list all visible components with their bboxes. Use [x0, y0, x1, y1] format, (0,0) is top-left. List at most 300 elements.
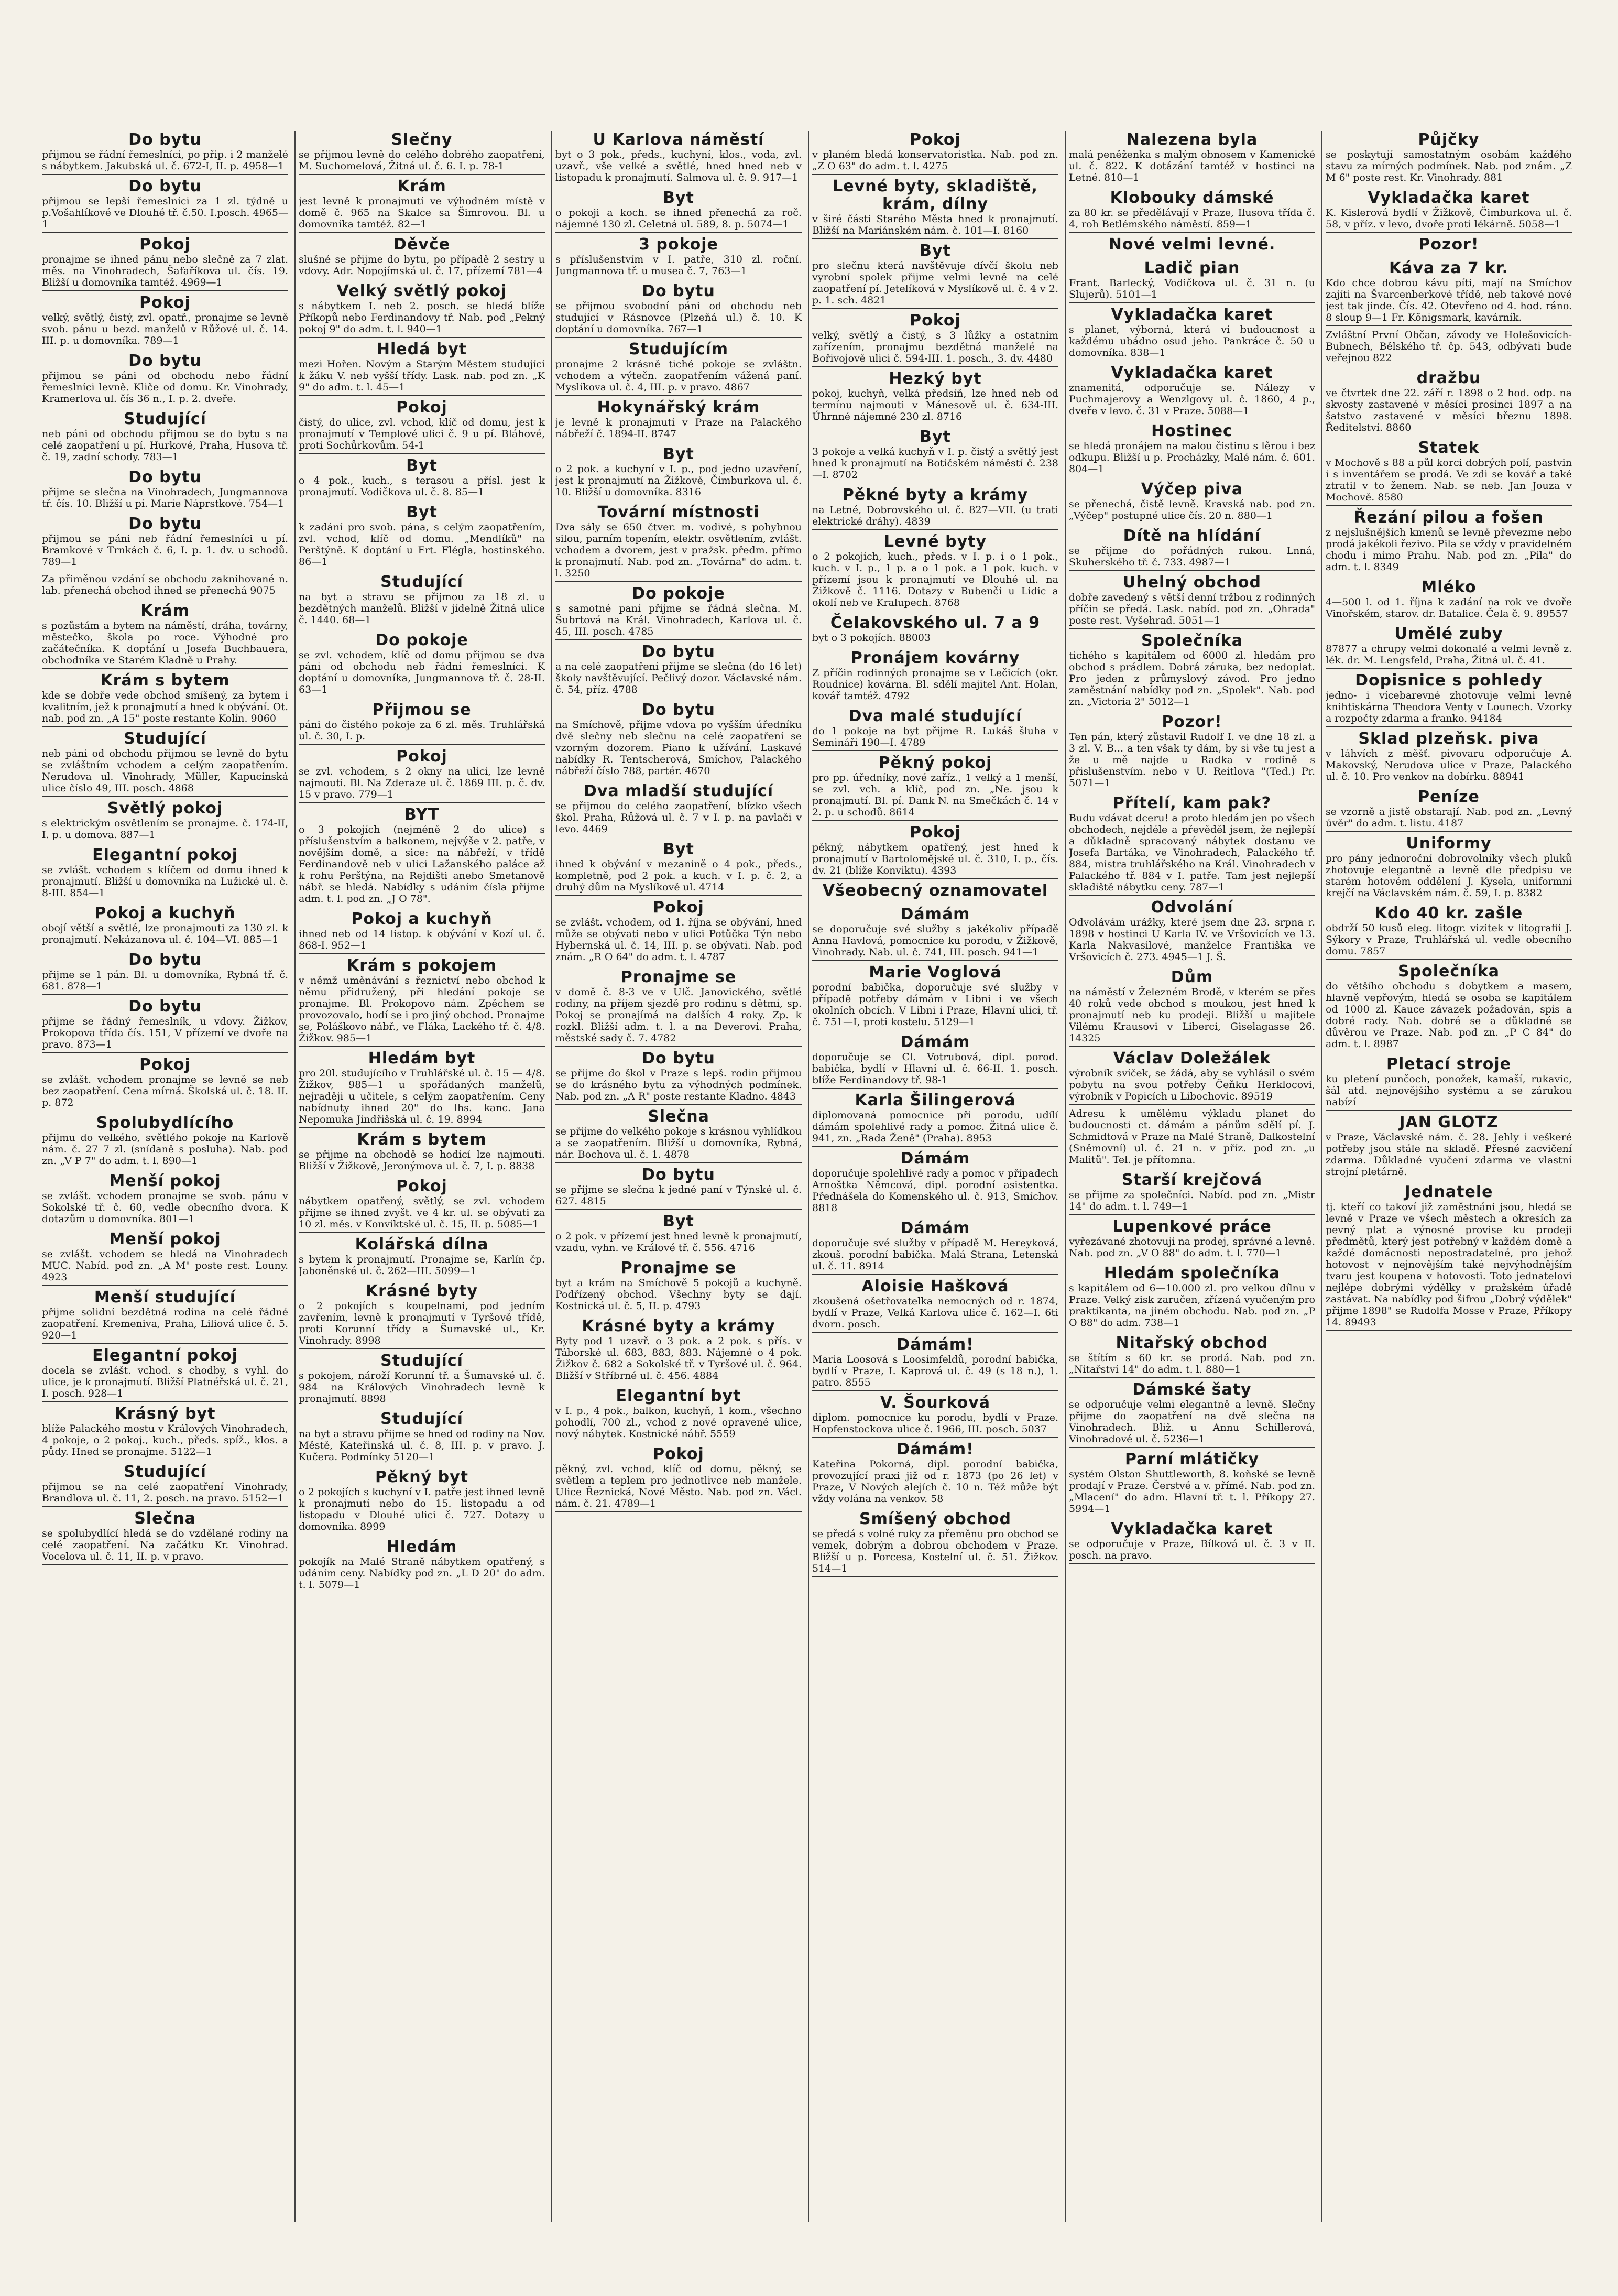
ad-heading: Pokoj — [396, 398, 447, 417]
ad-text: přijme se slečna na Vinohradech, Jungmannova tř. čís. 10. Bližší u pí. Marie Náprstkové. 754—1 — [42, 486, 288, 509]
classified-ad — [299, 1538, 545, 1593]
ad-heading: Nové velmi levné. — [1108, 235, 1276, 254]
ad-heading: Spolubydlícího — [96, 1114, 234, 1132]
ad-text: slušné se přijme do bytu, po případě 2 sestry u vdovy. Adr. Nopojímská ul. č. 17, přízemí 781—4 — [299, 254, 545, 277]
ad-heading: Menší pokoj — [109, 1172, 221, 1190]
ad-text: se přijme se slečna k jedné paní v Týnské ul. č. 627. 4815 — [555, 1184, 802, 1207]
ad-heading: Odvolání — [1151, 898, 1233, 917]
classified-ad — [812, 1278, 1058, 1333]
ad-heading: Studující — [380, 1352, 463, 1370]
ad-heading: Peníze — [1418, 788, 1480, 806]
ad-heading: Tovární místnosti — [597, 503, 760, 521]
ad-text: do většího obchodu s dobytkem a masem, hlavně vepřovým, hledá se osoba se kapitálem od 1000 zl. Kauce závazek požadován, spis a dobré rady. Nab. dobré se a důkladné se důvěrou ve Praze. Nab. pod zn. „P C 84" do adm. t. l. 8987 — [1326, 981, 1572, 1050]
ad-text: 3 pokoje a velká kuchyň v I. p. čistý a světlý jest hned k pronajmutí na Botičském náměstí č. 238—I. 8702 — [812, 446, 1058, 481]
ad-text: přijmou se na celé zaopatření Vinohrady, Brandlova ul. č. 11, 2. posch. na pravo. 5152—1 — [42, 1481, 288, 1504]
ad-heading: Společníka — [1398, 962, 1500, 981]
ad-heading: Společníka — [1141, 632, 1243, 650]
ad-heading: Byt — [663, 189, 694, 207]
ad-text: se přijme na obchodě se hodící lze najmouti. Bližší v Žižkově, Jeronýmova ul. č. 7, I. p. 8838 — [299, 1149, 545, 1172]
ad-heading: Hledám byt — [368, 1049, 476, 1068]
classified-ad — [299, 131, 545, 175]
ad-heading: Krám s bytem — [100, 671, 230, 690]
ad-text: v domě č. 8-3 ve v Ulč. Janovického, světlé rodiny, na příjem sjezdě pro rodinu s dětmi, sp. Pokoj se pronajímá na dalších 4 roky. Zp. k rozkl. Bližší adm. t. l. a na Deverovi. Praha, městské sady č. 7. 4782 — [555, 986, 802, 1044]
classified-ad — [1069, 969, 1315, 1047]
ad-text: Kateřina Pokorná, dipl. porodní babička, provozující praxi již od r. 1873 (po 26 let) v Praze, V Nových alejích č. 10 n. Též může být vždy volána na venkov. 58 — [812, 1459, 1058, 1505]
ad-heading: Děvče — [393, 235, 450, 254]
classified-ad — [1326, 1114, 1572, 1180]
ad-heading: Hokynářský krám — [597, 398, 760, 417]
ad-heading: Pokoj — [653, 898, 704, 917]
classified-ad — [555, 1050, 802, 1105]
classified-ad — [42, 1510, 288, 1565]
classified-ad — [1069, 422, 1315, 477]
classified-ad — [555, 1318, 802, 1384]
ad-text: jedno- i vícebarevné zhotovuje velmi levně knihtiskárna Theodora Venty v Lounech. Vzorky a rozpočty zdarma a franko. 94184 — [1326, 690, 1572, 724]
classified-ad — [42, 352, 288, 407]
classified-ad — [299, 236, 545, 279]
ad-heading: Sklad plzeňsk. piva — [1358, 730, 1539, 748]
ad-heading: Smíšený obchod — [859, 1510, 1012, 1528]
ad-heading: Nitařský obchod — [1116, 1334, 1269, 1352]
classified-ad — [812, 1336, 1058, 1391]
ad-text: se přijmou levně do celého dobrého zaopatření, M. Suchomelová, Žitná ul. č. 6. I. p. 78-1 — [299, 149, 545, 172]
ad-text: pronajme 2 krásně tiché pokoje se zvláštn. vchodem a výtečn. zaopatřením vážená paní. Myslíkova ul. č. 4, III. p. v pravo. 4867 — [555, 358, 802, 393]
ad-heading: Slečny — [391, 131, 453, 149]
column-divider — [1321, 131, 1322, 2222]
classified-ad — [1069, 1451, 1315, 1517]
classified-ad — [812, 906, 1058, 961]
ad-heading: Čelakovského ul. 7 a 9 — [830, 614, 1041, 632]
ad-text: do 1 pokoje na byt přijme R. Lukáš šluha v Semináři 190—I. 4789 — [812, 725, 1058, 748]
ad-text: na byt a stravu přijme se hned od rodiny na Nov. Městě, Kateřinská ul. č. 8, III. p. v pravo. J. Kučera. Podmínky 5120—1 — [299, 1428, 545, 1463]
ad-heading: V. Šourková — [880, 1394, 991, 1412]
classified-ad — [299, 748, 545, 803]
ad-text: je levně k pronajmutí v Praze na Palackého nábřeží č. 1894-II. 8747 — [555, 417, 802, 440]
classified-ad — [1326, 369, 1572, 436]
classified-ad — [299, 701, 545, 745]
ad-heading: Starší krejčová — [1121, 1171, 1263, 1189]
ad-text: pokojík na Malé Straně nábytkem opatřený, s udáním ceny. Nabídky pod zn. „L D 20" do adm. t. l. 5079—1 — [299, 1556, 545, 1591]
ad-heading: Slečna — [648, 1107, 709, 1126]
classified-ad — [812, 649, 1058, 704]
ad-text: blíže Palackého mostu v Králových Vinohradech, 4 pokoje, o 2 pokoj., kuch., předs. spíž., klos. a půdy. Hned se pronajme. 5122—1 — [42, 1423, 288, 1457]
classified-ad — [555, 236, 802, 279]
ad-heading: Hledám — [386, 1538, 457, 1556]
ad-heading: Levné byty — [883, 532, 987, 551]
ad-text: tichého s kapitálem od 6000 zl. hledám pro obchod s prádlem. Dobrá záruka, bez nedoplat. Pro jeden z průmyslový závod. Pro jedno zaměstnání nabídky pod zn. „Spolek". Nab. pod zn. „Victoria 2" 5012—1 — [1069, 650, 1315, 708]
classified-ad — [812, 131, 1058, 175]
classified-ad — [1326, 905, 1572, 960]
classified-ad — [555, 445, 802, 500]
classified-ad — [299, 1282, 545, 1349]
classified-ad — [812, 964, 1058, 1030]
classified-ad — [555, 1259, 802, 1314]
ad-text: páni do čistého pokoje za 6 zl. měs. Truhlářská ul. č. 30, I. p. — [299, 719, 545, 742]
column-1 — [42, 131, 288, 2222]
ad-text: znamenitá, odporučuje se. Nálezy v Puchmajerovy a Wenzlgovy ul. č. 1860, 4 p., dveře v levo. č. 31 v Praze. 5088—1 — [1069, 382, 1315, 417]
ad-heading: Studující — [124, 410, 206, 428]
ad-text: se odporučuje v Praze, Bílková ul. č. 3 v II. posch. na pravo. — [1069, 1538, 1315, 1561]
ad-text: Maria Loosová s Loosimfeldů, porodní babička, bydlí v Praze, I. Kaprová ul. č. 49 (s 18 n.), 1. patro. 8555 — [812, 1354, 1058, 1388]
ad-text: Kdo chce dobrou kávu píti, mají na Smíchov zajíti na Švarcenberkové třídě, neb takové nové jest tak jinde. Čís. 42. Otevřeno od 4. hod. ráno. 8 sloup 9—1 Fr. Königsmark, kavárník. — [1326, 277, 1572, 323]
ad-text: diplomovaná pomocnice při porodu, udílí dámám spolehlivé rady a pomoc. Žitná ulice č. 941, zn. „Rada Ženě" (Praha). 8953 — [812, 1109, 1058, 1144]
ad-text: pokoj, kuchyň, velká předsíň, lze hned neb od termínu najmouti v Mánesově ul. č. 634-III. Úhrnné nájemné 230 zl. 8716 — [812, 388, 1058, 422]
ad-text: pro pp. úředníky, nové zaříz., 1 velký a 1 menší, se zvl. vch. a klíč, pod zn. „Ne. jsou k pronajmutí. Bl. pí. Dank N. na Smečkách č. 14 v 2. p. u schodů. 8614 — [812, 772, 1058, 818]
ad-text: o 2 pokojích s koupelnami, pod jedním zavřením, levně k pronajmutí v Tyršově třídě, proti Korunní třídy a Šumavské ul., Kr. Vinohrady. 8998 — [299, 1300, 545, 1346]
ad-heading: Byt — [920, 428, 951, 446]
classified-ad — [42, 1172, 288, 1227]
ad-text: v němž uměnávání s řeznictví nebo obchod k němu přidružený, při hledání pokoje se pronajme. Bl. Prokopovo nám. Zpěchem se provozovalo, hodí se i pro jiný obchod. Pronajme se, Poláškovo nábř., ve Fláka, Lackého tř. č. 4/8. Žižkov. 985—1 — [299, 975, 545, 1044]
ad-text: Byty pod 1 uzavř. o 3 pok. a 2 pok. s přís. v Táborské ul. 683, 883, 883. Nájemné o 4 pok. Žižkov č. 682 a Sokolské tř. v Tyršové ul. č. 964. Bližší v Stříbrné ul. č. 456. 4884 — [555, 1335, 802, 1381]
ad-heading: Byt — [663, 1212, 694, 1231]
classified-ad — [812, 1394, 1058, 1438]
classified-ad — [1326, 509, 1572, 575]
ad-text: k zadání pro svob. pána, s celým zaopatřením, zvl. vchod, klíč od domu. „Mendlíků" na Perštýně. K doptání u Frt. Flégla, hostinského. 86—1 — [299, 521, 545, 568]
ad-heading: Hostinec — [1151, 422, 1233, 440]
classified-ad — [1326, 579, 1572, 622]
classified-ad — [1069, 527, 1315, 571]
ad-heading: Dva mladší studující — [583, 782, 773, 800]
classified-ad — [555, 504, 802, 582]
ad-text: ihned neb od 14 listop. k obývání v Kozí ul. č. 868-I. 952—1 — [299, 928, 545, 951]
classified-ad — [299, 457, 545, 500]
classified-ad — [299, 1050, 545, 1128]
classified-ad — [299, 282, 545, 338]
classified-ad — [42, 1289, 288, 1344]
ad-text: se zvlášt. vchodem se hledá na Vinohradech MUC. Nabíd. pod zn. „A M" poste rest. Louny. 4923 — [42, 1248, 288, 1283]
column-divider — [808, 131, 809, 2222]
classified-ad — [812, 178, 1058, 239]
classified-ad — [299, 178, 545, 233]
ad-text: mezi Hořen. Novým a Starým Městem studující k žáku V. neb vyšší třídy. Lask. nab. pod zn. „K 9" do adm. t. l. 45—1 — [299, 358, 545, 393]
ad-text: pro pány jednoroční dobrovolníky všech pluků zhotovuje elegantně a levně dle předpisu ve starém hotovém oddělení J. Kysela, uniformní krejčí na Václavském nám. č. 59, I. p. 8382 — [1326, 853, 1572, 899]
ad-text: Adresu k umělému výkladu planet do budoucnosti ct. dámám a pánům sdělí pí. J. Schmidtová v Praze na Malé Straně, Dalkostelní (Sněmovní) ul. č. 21 n. v příz. pod zn. „u Malitů". Tel. je přítomna. — [1069, 1108, 1315, 1166]
ad-text: ihned k obývání v mezanině o 4 pok., předs., kompletně, pod 2 pok. a kuch. v I. p. č. 2, a druhý dům na Myslíkově ul. 4714 — [555, 858, 802, 893]
ad-heading: Parní mlátičky — [1124, 1450, 1259, 1468]
newspaper-page — [42, 131, 1572, 2222]
classified-ad — [1069, 632, 1315, 710]
classified-ad — [1069, 1381, 1315, 1448]
classified-ad — [42, 800, 288, 843]
ad-text: se zvl. vchodem, s 2 okny na ulici, lze levně najmouti. Bl. Na Zderaze ul. č. 1869 III. p. č. dv. 15 v pravo. 779—1 — [299, 766, 545, 800]
classified-ad — [555, 899, 802, 965]
classified-ad — [42, 846, 288, 901]
classified-ad — [1326, 625, 1572, 669]
ad-text: se vzorně a jistě obstarají. Nab. pod zn. „Levný úvěr" do adm. t. listu. 4187 — [1326, 806, 1572, 829]
ad-text: se doporučuje své služby s jakékoliv případě Anna Havlová, pomocnice ku porodu, v Žižkově, Vinohrady. Nab. ul. č. 741, III. posch. 941—1 — [812, 923, 1058, 958]
classified-ad — [1069, 1334, 1315, 1378]
classified-ad — [1069, 795, 1315, 896]
column-divider — [1065, 131, 1066, 2222]
ad-text: neb páni od obchodu přijmou se do bytu s na celé zaopatření u pí. Hurkové, Praha, Husova tř. č. 19, zadní schody. 783—1 — [42, 428, 288, 463]
classified-ad — [1326, 189, 1572, 233]
ad-heading: Nalezena byla — [1126, 131, 1258, 149]
classified-ad — [555, 1166, 802, 1210]
ad-heading: Dámám — [900, 1033, 970, 1051]
ad-text: s příslušenstvím v I. patře, 310 zl. roční. Jungmannova tř. u musea č. 7, 763—1 — [555, 254, 802, 277]
ad-text: pro slečnu která navštěvuje dívčí školu neb vyrobní spolek přijme velmi levně na celé zaopatření pí. Jetelíková v Myslíkově ul. č. 4 v 2. p. 1. sch. 4821 — [812, 260, 1058, 306]
ad-text: se štítím s 60 kr. se prodá. Nab. pod zn. „Nitařství 14" do adm. t. l. 880—1 — [1069, 1352, 1315, 1375]
column-divider — [551, 131, 552, 2222]
classified-ad — [812, 754, 1058, 821]
classified-ad — [1069, 1050, 1315, 1105]
ad-heading: Do bytu — [128, 515, 202, 533]
ad-heading: Studujícím — [628, 340, 729, 358]
ad-heading: Byt — [406, 503, 438, 521]
ad-heading: Dámám — [900, 1219, 970, 1237]
ad-text: zkoušená ošetřovatelka nemocných od r. 1874, bydlí v Praze, Velká Karlova ulice č. 162—I. 6ti dvorn. posch. — [812, 1296, 1058, 1330]
ad-heading: Vykladačka karet — [1111, 1520, 1273, 1538]
ad-text: na Smíchově, přijme vdova po vyšším úředníku dvě slečny neb slečnu na celé zaopatření se vzorným dozorem. Piano k užívání. Laskavé nabídky R. Tentscherová, Smíchov, Palackého nábřeží číslo 788, partér. 4670 — [555, 719, 802, 777]
ad-heading: Vykladačka karet — [1111, 364, 1273, 382]
ad-heading: Pokoj — [396, 747, 447, 766]
ad-text: v širé části Starého Města hned k pronajmutí. Bližší na Mariánském nám. č. 101—I. 8160 — [812, 213, 1058, 236]
column-divider — [294, 131, 296, 2222]
classified-ad — [812, 824, 1058, 879]
ad-text: se přijmou do celého zaopatření, blízko všech škol. Praha, Růžová ul. č. 7 v I. p. na pavlači v levo. 4469 — [555, 800, 802, 835]
classified-ad — [1069, 259, 1315, 303]
ad-heading: Byt — [406, 456, 438, 475]
ad-text: neb páni od obchodu přijmou se levně do bytu se zvláštním vchodem a celým zaopatřením. Nerudova ul. Vinohrady, Müller, Kapucínská ulice číslo 49, III. posch. 4868 — [42, 748, 288, 794]
classified-ad — [1326, 259, 1572, 326]
ad-text: se hledá pronájem na malou čistinu s lěrou i bez odkupu. Bližší u p. Procházky, Malé nám. č. 601. 804—1 — [1069, 440, 1315, 475]
ad-heading: Marie Voglová — [869, 963, 1002, 982]
ad-heading: Do bytu — [128, 951, 202, 969]
ad-heading: Uniformy — [1406, 834, 1492, 853]
ad-text: z nejslušnějších kmenů se levně převezme nebo prodá jakékoli řezivo. Pila se vždy v pravidelném chodu i mimo Prahu. Nab. pod zn. „Pila" do adm. t. l. 8349 — [1326, 527, 1572, 573]
classified-ad — [812, 1092, 1058, 1147]
ad-text: doporučuje své služby v případě M. Hereyková, zkouš. porodní babička. Malá Strana, Letenská ul. č. 11. 8914 — [812, 1237, 1058, 1272]
classified-ad — [42, 1405, 288, 1460]
ad-text: Odvolávám urážky, které jsem dne 23. srpna r. 1898 v hostinci U Karla IV. ve Vršovicích ve 13. Karla Nakvasilové, manželce Františka ve Vršovicích č. 273. 4945—1 J. Š. — [1069, 917, 1315, 963]
ad-text: přijmou se páni neb řádní řemeslníci u pí. Bramkové v Trnkách č. 6, I. p. 1. dv. u schodů. 789—1 — [42, 533, 288, 568]
classified-ad — [812, 708, 1058, 751]
ad-text: Za přiměnou vzdání se obchodu zaknihované n. lab. přenechá obchod ihned se přenechá 9075 — [42, 573, 288, 596]
classified-ad — [555, 189, 802, 233]
ad-text: přijmou se páni od obchodu nebo řádní řemeslníci levně. Kliče od domu. Kr. Vinohrady, Kramerlova ul. čís 36 n., I. p. 2. dveře. — [42, 370, 288, 405]
ad-heading: Do bytu — [642, 282, 715, 300]
ad-heading: dražbu — [1416, 369, 1481, 387]
ad-text: 4—500 l. od 1. října k zadání na rok ve dvoře Vinořském, starov. dr. Batalice. Čela č. 9. 89557 — [1326, 596, 1572, 619]
classified-ad — [812, 1220, 1058, 1275]
ad-heading: Pokoj — [910, 131, 961, 149]
ad-heading: U Karlova náměstí — [593, 131, 764, 149]
classified-ad — [555, 282, 802, 338]
classified-ad — [1326, 439, 1572, 506]
ad-text: se přijme do pořádných rukou. Lnná, Skuherského tř. č. 733. 4987—1 — [1069, 545, 1315, 568]
classified-ad — [1069, 1171, 1315, 1215]
classified-ad — [1069, 899, 1315, 965]
classified-ad — [555, 131, 802, 186]
classified-ad — [555, 701, 802, 779]
ad-heading: Pletací stroje — [1386, 1055, 1511, 1073]
classified-ad — [812, 1033, 1058, 1089]
classified-ad — [1326, 835, 1572, 901]
classified-ad — [299, 1236, 545, 1279]
classified-ad — [1326, 236, 1572, 256]
classified-ad — [1069, 1108, 1315, 1168]
classified-ad — [42, 998, 288, 1053]
classified-ad — [299, 1352, 545, 1407]
ad-text: Budu vdávat dceru! a proto hledám jen po všech obchodech, nejdéle a převěděl jsem, že nejlepší a důkladně spracovaný nábytek dostanu ve Josefa Bartáka, ve Vinohradech, Palackého tř. 884, mistra truhlářského na Král. Vinohradech v Palackého tř. 884 v I. patře. Tam jest nejlepší skladiště nábytku ceny. 787—1 — [1069, 812, 1315, 893]
ad-heading: Pěkný byt — [375, 1468, 468, 1486]
ad-text: obdrží 50 kusů eleg. litogr. vizitek v litografii J. Sýkory v Praze, Truhlářská ul. vedle obecního domu. 7857 — [1326, 922, 1572, 957]
classified-ad — [42, 294, 288, 349]
ad-heading: Aloisie Hašková — [861, 1277, 1009, 1296]
ad-heading: Dům — [1171, 968, 1214, 986]
classified-ad — [42, 951, 288, 995]
ad-text: ku pletení punčoch, ponožek, kamaší, rukavic, šál atd. nejnovějšího systému a se zárukou nabízí — [1326, 1073, 1572, 1108]
ad-heading: Pozor! — [1162, 713, 1222, 731]
ad-text: o pokoji a koch. se ihned přenechá za roč. nájemné 130 zl. Celetná ul. 589, 8. p. 5074—1 — [555, 207, 802, 230]
classified-ad — [812, 1150, 1058, 1216]
classified-ad — [555, 1445, 802, 1512]
ad-text: přijmu do velkého, světlého pokoje na Karlově nám. č. 27 7 zl. (snídaně s posluha). Nab. pod zn. „V P 7" do adm. t. l. 890—1 — [42, 1132, 288, 1167]
classified-ad — [1069, 236, 1315, 256]
classified-ad — [299, 1468, 545, 1535]
ad-text: o 2 pokojích s kuchyní v I. patře jest ihned levně k pronajmutí nebo do 15. listopadu a od listopadu v Dlouhé ulici č. 727. Dotazy u domovníka. 8999 — [299, 1486, 545, 1532]
ad-heading: Pokoj a kuchyň — [351, 910, 493, 928]
classified-ad — [299, 910, 545, 954]
classified-ad — [555, 399, 802, 442]
ad-heading: Světlý pokoj — [107, 799, 223, 818]
ad-heading: Krásné byty a krámy — [582, 1317, 775, 1335]
classified-ad — [1326, 131, 1572, 186]
ad-text: diplom. pomocnice ku porodu, bydlí v Praze. Hopfenstockova ulice č. 1966, III. posch. 5037 — [812, 1412, 1058, 1435]
ad-heading: Do bytu — [128, 468, 202, 486]
ad-heading: Elegantní byt — [616, 1387, 741, 1405]
ad-heading: Krám — [397, 177, 446, 195]
ad-heading: Pokoj — [396, 1177, 447, 1195]
ad-text: pro 20l. studujícího v Truhlářské ul. č. 15 — 4/8. Žižkov, 985—1 u spořádaných manželů, nejraději u učitele, s celým zaopatřením. Ceny nabídnuty ihned 20" do lhs. kanc. Jana Nepomuka Jindřišská ul. č. 19. 8994 — [299, 1068, 545, 1125]
ad-heading: Pokoj — [139, 235, 191, 254]
classified-ad — [1069, 574, 1315, 629]
ad-text: systém Olston Shuttleworth, 8. koňské se levně prodají v Praze. Čerstvé a v. přímé. Nab. pod zn. „Mlacení" do adm. Hlavní tř. t. l. Příkopy 27. 5994—1 — [1069, 1468, 1315, 1515]
ad-text: pěkný, zvl. vchod, klíč od domu, pěkný, se světlem a teplem pro jednotlivce neb manžele. Ulice Řeznická, Nové Město. Nab. pod zn. Václ. nám. č. 21. 4789—1 — [555, 1463, 802, 1509]
classified-ad — [1069, 364, 1315, 419]
ad-heading: JAN GLOTZ — [1399, 1113, 1499, 1131]
ad-text: velký, světlý a čistý, s 3 lůžky a ostatním zařízením, pronajmu bezdětná manželé na Bořivojově ulici č. 594-III. 1. posch., 3. dv. 4480 — [812, 330, 1058, 364]
classified-ad — [1069, 306, 1315, 361]
ad-heading: Výčep piva — [1141, 480, 1243, 498]
classified-ad — [1326, 963, 1572, 1052]
column-6 — [1326, 131, 1572, 2222]
ad-heading: Do bytu — [642, 1166, 715, 1184]
classified-ad — [555, 841, 802, 896]
ad-text: v Praze, Václavské nám. č. 28. Jehly i veškeré potřeby jsou stále na skladě. Přesné zacvičení zdarma. Důkladné vyučení zdarma ve vlastní strojní pletárně. — [1326, 1131, 1572, 1178]
classified-ad — [812, 312, 1058, 367]
classified-ad — [1069, 131, 1315, 186]
ad-text: za 80 kr. se předělávají v Praze, Ilusova třída č. 4, roh Betlémského náměstí. 859—1 — [1069, 207, 1315, 230]
ad-heading: Dva malé studující — [848, 707, 1022, 725]
classified-ad — [42, 1056, 288, 1111]
ad-text: se zvlášt. vchodem pronajme se levně se neb bez zaopatření. Cena mírná. Školská ul. č. 18. II. p. 872 — [42, 1074, 288, 1108]
classified-ad — [812, 1510, 1058, 1577]
classified-ad — [42, 672, 288, 727]
ad-text: přijmou se lepší řemeslníci za 1 zl. týdně u p.Vošahlíkové ve Dlouhé tř. č.50. I.posch. 4965—1 — [42, 195, 288, 230]
classified-ad — [812, 486, 1058, 530]
ad-text: se přijme do škol v Praze s lepš. rodin přijmou se do krásného bytu za výhodných podmínek. Nab. pod zn. „A R" poste restante Kladno. 4843 — [555, 1068, 802, 1102]
ad-heading: Elegantní pokoj — [92, 1346, 238, 1365]
ad-text: Ten pán, který zůstavil Rudolf I. ve dne 18 zl. a 3 zl. V. B... a ten však ty dám, by si vše tu jest a že u mě najde u Radka v rodině s přislušenstvím. nebo v U. Reitlova "(Ted.) Pr. 5071—1 — [1069, 731, 1315, 789]
ad-text: se přijmou svobodní páni od obchodu neb studující v Rásnovce (Plzeňá ul.) č. 10. K doptání u domovníka. 767—1 — [555, 300, 802, 335]
ad-heading: Uhelný obchod — [1122, 573, 1261, 592]
ad-heading: Do bytu — [642, 643, 715, 661]
ad-heading: Dámám! — [897, 1335, 974, 1354]
ad-text: kde se dobře vede obchod smíšený, za bytem i kvalitním, jež k pronajmutí a hned k obývání. Ot. nab. pod zn. „A 15" poste restante Kolín. 9060 — [42, 690, 288, 724]
classified-ad — [1326, 730, 1572, 785]
ad-text: o 4 pok., kuch., s terasou a přísl. jest k pronajmutí. Vodičkova ul. č. 8. 85—1 — [299, 475, 545, 498]
classified-ad — [299, 341, 545, 396]
ad-heading: Pokoj — [653, 1445, 704, 1463]
classified-ad — [42, 236, 288, 291]
ad-heading: Slečna — [134, 1509, 196, 1528]
ad-heading: Klobouky dámské — [1110, 189, 1274, 207]
classified-ad — [299, 1410, 545, 1465]
classified-ad — [555, 341, 802, 396]
ad-text: s nábytkem I. neb 2. posch. se hledá blíže Příkopů nebo Ferdinandovy tř. Nab. pod „Pekný pokoj 9" do adm. t. l. 940—1 — [299, 300, 545, 335]
classified-ad — [1326, 788, 1572, 832]
ad-text: Frant. Barlecký, Vodičkova ul. č. 31 n. (u Slujerů). 5101—1 — [1069, 277, 1315, 300]
ad-heading: Pokoj a kuchyň — [94, 904, 236, 922]
ad-heading: Jednatele — [1404, 1183, 1493, 1201]
classified-ad — [42, 602, 288, 669]
ad-heading: Kolářská dílna — [355, 1235, 489, 1254]
ad-text: o 2 pokojích, kuch., předs. v I. p. i o 1 pok., kuch. v I. p., 1 p. a o 1 pok. a 1 pok. kuch. v přízemí jsou k pronajmutí ve Dlouhé ul. na Žižkově č. 1116. Dotazy v Bubenči u Lidic a okolí neb ve Kralupech. 8768 — [812, 551, 1058, 608]
ad-text: přijme se 1 pán. Bl. u domovníka, Rybná tř. č. 681. 878—1 — [42, 969, 288, 992]
classified-ad — [812, 533, 1058, 611]
classified-ad — [1069, 1218, 1315, 1261]
ad-heading: Krám s pokojem — [346, 956, 497, 975]
ad-text: se poskytují samostatným osobám každého stavu za mírných podmínek. Nab. pod znám. „Z M 6" poste rest. Kr. Vinohrady. 881 — [1326, 149, 1572, 183]
ad-text: se zvl. vchodem, klíč od domu přijmou se dva páni od obchodu neb řádní řemeslníci. K doptání u domovníka, Jungmannova tř. č. 28-II. 63—1 — [299, 649, 545, 695]
ad-heading: Menší studující — [94, 1288, 236, 1307]
ad-heading: Vykladačka karet — [1111, 306, 1273, 324]
classified-ad — [1069, 1265, 1315, 1331]
ad-heading: Byt — [663, 840, 694, 858]
ad-text: na Letné, Dobrovského ul. č. 827—VII. (u trati elektrické dráhy). 4839 — [812, 504, 1058, 527]
ad-text: Z příčin rodinných pronajme se v Lečicích (okr. Roudnice) kovárna. Bl. sdělí majitel Ant. Holan, kovář tamtéž. 4792 — [812, 667, 1058, 702]
ad-text: s kapitálem od 6—10.000 zl. pro velkou dílnu v Praze. Velký zisk zaručen, zřízená vyučeným pro praktikanta, na jiném obchodu. Nab. pod zn. „P O 88" do adm. 738—1 — [1069, 1282, 1315, 1329]
classified-ad — [812, 242, 1058, 309]
ad-text: doporučuje spolehlivé rady a pomoc v případech Arnoštka Němcová, dipl. porodní asistentka. Přednášela do Komenského ul. č. 913, Smíchov. 8818 — [812, 1168, 1058, 1214]
classified-ad — [299, 573, 545, 628]
ad-heading: Hledám společníka — [1103, 1264, 1281, 1282]
ad-heading: Do pokoje — [375, 631, 468, 649]
ad-text: byt a krám na Smíchově 5 pokojů a kuchyně. Podřízený obchod. Všechny byty se dají. Kostnická ul. č. 5, II. p. 4793 — [555, 1277, 802, 1312]
ad-heading: Krám s bytem — [357, 1130, 487, 1149]
ad-text: s samotné paní přijme se řádná slečna. M. Šubrtová na Král. Vinohradech, Karlova ul. č. 45, III. posch. 4785 — [555, 603, 802, 637]
ad-heading: Krám — [140, 602, 190, 620]
ad-heading: Do bytu — [642, 1049, 715, 1068]
classified-ad — [42, 905, 288, 948]
classified-ad — [555, 1213, 802, 1256]
ad-heading: Pronajme se — [620, 968, 737, 986]
classified-ad — [812, 882, 1058, 902]
classified-ad — [299, 1178, 545, 1233]
ad-text: pěkný, nábytkem opatřený, jest hned k pronajmutí v Bartolomějské ul. č. 310, I. p., čís. dv. 21 (blíže Konviktu). 4393 — [812, 842, 1058, 876]
ad-heading: Levné byty, skladiště, krám, dílny — [833, 177, 1038, 213]
ad-heading: Pokoj — [139, 293, 191, 312]
classified-ad — [42, 1114, 288, 1169]
ad-text: o 3 pokojích (nejméně 2 do ulice) s příslušenstvím a balkonem, nejvýše v 2. patře, v novějším domě, a sice: na nábřeží, v třídě Ferdinandově neb v ulici Lažanského paláce až k rohu Perštýna, na Rejdišti anebo Smetanově nábř. se hledá. Nabídky s udáním čísla přijme adm. t. l. pod zn. „J O 78". — [299, 824, 545, 905]
classified-ad — [1326, 329, 1572, 366]
ad-heading: Byt — [920, 242, 951, 260]
column-2 — [299, 131, 545, 2222]
ad-heading: Do bytu — [642, 701, 715, 719]
ad-heading: Václav Doležálek — [1113, 1049, 1271, 1068]
classified-ad — [42, 410, 288, 465]
